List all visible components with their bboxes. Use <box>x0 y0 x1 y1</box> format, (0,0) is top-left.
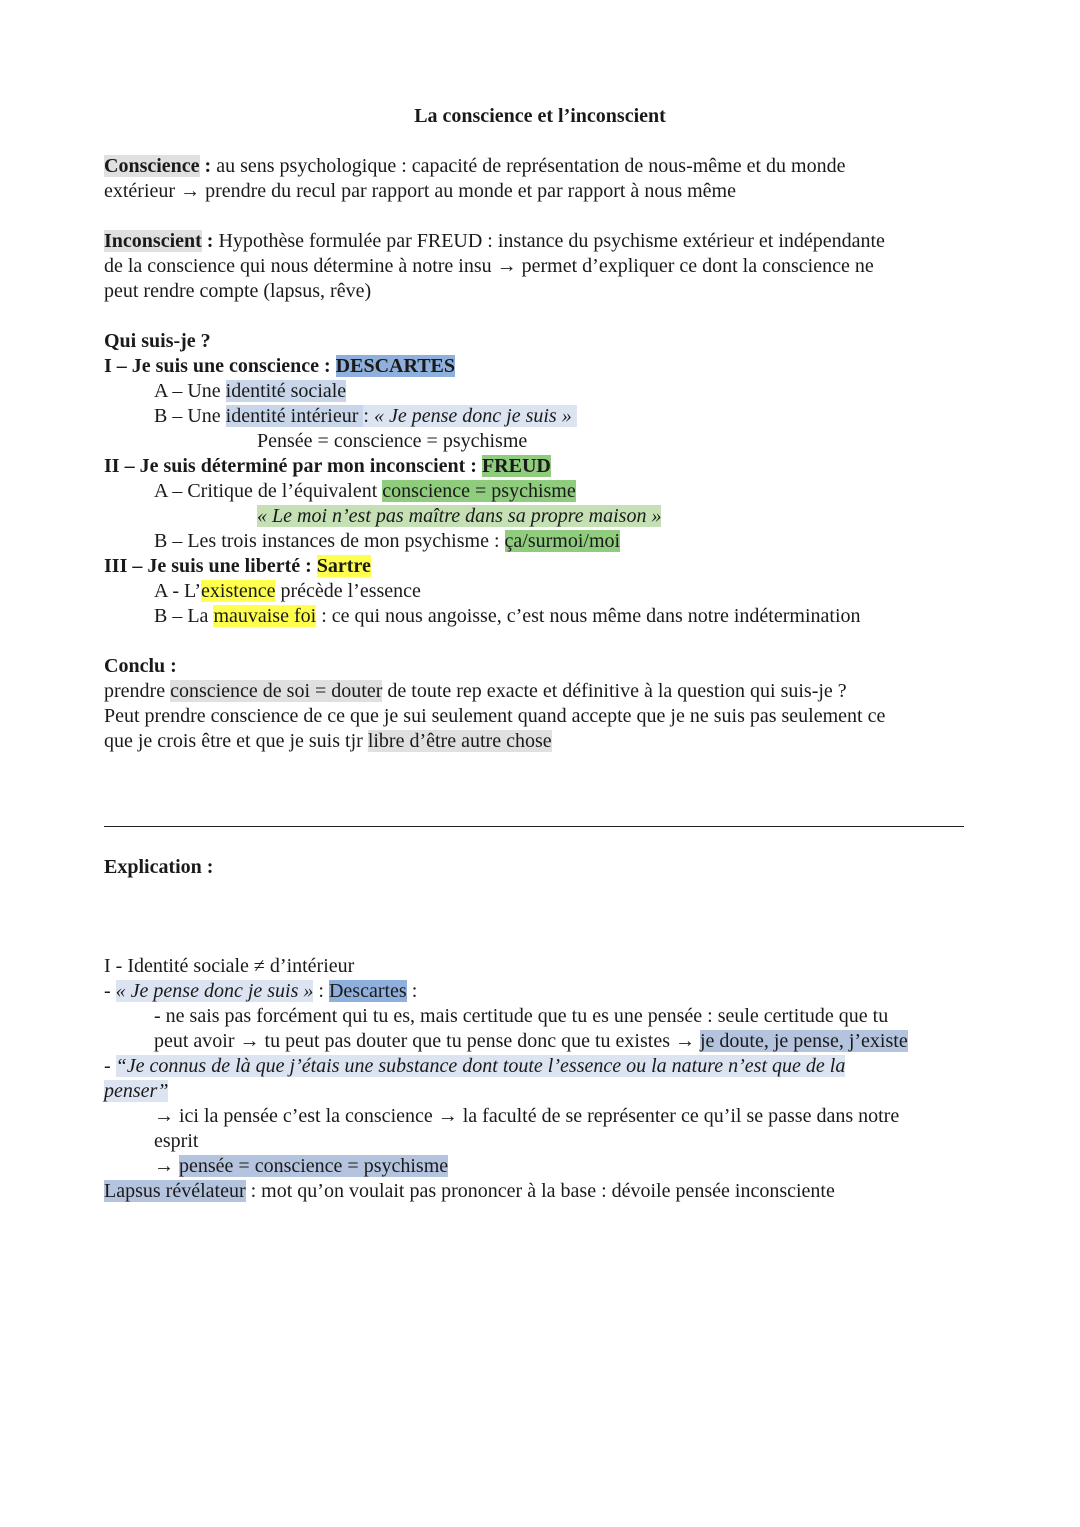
quote: penser” <box>104 1080 169 1102</box>
term-separator: : <box>201 230 219 252</box>
plan-part-2 <box>104 454 551 479</box>
plan-part-1 <box>104 354 455 379</box>
explication-line-9: → pensée = conscience = psychisme <box>154 1155 449 1177</box>
highlight: conscience = psychisme <box>382 480 576 502</box>
explication-line-6 <box>104 1079 168 1104</box>
highlight: existence <box>201 580 276 602</box>
author-freud: FREUD <box>481 455 551 477</box>
highlight: je doute, je pense, j’existe <box>700 1030 908 1052</box>
explication-line-4: peut avoir → tu peut pas douter que tu pense donc que tu existes → je doute, je pense, j’existe <box>154 1030 908 1052</box>
highlight: conscience de soi = douter <box>170 680 383 702</box>
highlight: identité intérieur <box>225 405 364 427</box>
horizontal-divider <box>104 826 964 827</box>
part-label: II – Je suis déterminé par mon inconscient : <box>104 455 482 477</box>
conclusion-line-3: que je crois être et que je suis tjr libre d’être autre chose <box>104 730 552 752</box>
explication-line-7: → ici la pensée c’est la conscience → la faculté de se représenter ce qu’il se passe dans notre <box>154 1105 900 1127</box>
conclusion-line-1: prendre conscience de soi = douter de toute rep exacte et définitive à la question qui suis-je ? <box>104 680 847 702</box>
highlight: mauvaise foi <box>213 605 317 627</box>
plan-part-3a: A - L’existence précède l’essence <box>154 580 421 602</box>
term-conscience: Conscience <box>104 155 200 177</box>
plan-part-3 <box>104 554 371 579</box>
quote: « Je pense donc je suis » <box>115 980 314 1002</box>
definition-text: au sens psychologique : capacité de représentation de nous-même et du monde <box>216 155 846 177</box>
author-sartre: Sartre <box>316 555 371 577</box>
conclusion-line-2: Peut prendre conscience de ce que je sui seulement quand accepte que je ne suis pas seulement ce <box>104 705 886 727</box>
term-separator: : <box>199 155 217 177</box>
definition-text: Hypothèse formulée par FREUD : instance du psychisme extérieur et indépendante <box>218 230 885 252</box>
plan-part-2b: B – Les trois instances de mon psychisme : ça/surmoi/moi <box>154 530 621 552</box>
term-inconscient: Inconscient <box>104 230 202 252</box>
highlight-lapsus: Lapsus révélateur <box>104 1180 246 1202</box>
quote: « Le moi n’est pas maître dans sa propre maison » <box>257 505 662 527</box>
plan-heading: Qui suis-je ? <box>104 330 211 352</box>
definition-inconscient-line-2: de la conscience qui nous détermine à notre insu → permet d’expliquer ce dont la conscience ne <box>104 255 874 277</box>
part-label: I – Je suis une conscience : <box>104 355 336 377</box>
explication-line-8: esprit <box>154 1130 199 1152</box>
explication-line-1: I - Identité sociale ≠ d’intérieur <box>104 955 355 977</box>
plan-part-2-quote <box>257 504 661 529</box>
quote: “Je connus de là que j’étais une substance dont toute l’essence ou la nature n’est que de la <box>115 1055 846 1077</box>
plan-part-1a: A – Une identité sociale <box>154 380 347 402</box>
definition-inconscient-line-1 <box>104 229 885 254</box>
plan-part-1b: B – Une identité intérieur : « Je pense donc je suis » <box>154 404 577 429</box>
definition-conscience-line-1 <box>104 154 845 179</box>
explication-line-5: - “Je connus de là que j’étais une substance dont toute l’essence ou la nature n’est que de la <box>104 1055 846 1077</box>
definition-conscience-line-2: extérieur → prendre du recul par rapport au monde et par rapport à nous même <box>104 180 736 202</box>
highlight: pensée = conscience = psychisme <box>179 1155 449 1177</box>
highlight: identité sociale <box>225 380 347 402</box>
highlight: libre d’être autre chose <box>367 730 552 752</box>
explication-line-3: - ne sais pas forcément qui tu es, mais certitude que tu es une pensée : seule certitude que tu <box>154 1005 889 1027</box>
author-descartes: DESCARTES <box>335 355 456 377</box>
highlight: ça/surmoi/moi <box>504 530 621 552</box>
plan-part-1c: Pensée = conscience = psychisme <box>257 430 528 452</box>
conclusion-heading: Conclu : <box>104 655 177 677</box>
explication-line-10: Lapsus révélateur : mot qu’on voulait pas prononcer à la base : dévoile pensée inconsciente <box>104 1180 835 1202</box>
explication-line-2: - « Je pense donc je suis » : Descartes : <box>104 980 418 1002</box>
explication-heading: Explication : <box>104 856 214 878</box>
quote: « Je pense donc je suis » <box>373 405 572 427</box>
definition-inconscient-line-3: peut rendre compte (lapsus, rêve) <box>104 280 372 302</box>
part-label: III – Je suis une liberté : <box>104 555 317 577</box>
plan-part-3b: B – La mauvaise foi : ce qui nous angoisse, c’est nous même dans notre indétermination <box>154 605 861 627</box>
highlight-descartes: Descartes <box>328 980 407 1002</box>
plan-part-2a: A – Critique de l’équivalent conscience = psychisme <box>154 480 576 502</box>
document-title: La conscience et l’inconscient <box>414 105 666 127</box>
highlight-quote: : « Je pense donc je suis » <box>363 405 576 427</box>
